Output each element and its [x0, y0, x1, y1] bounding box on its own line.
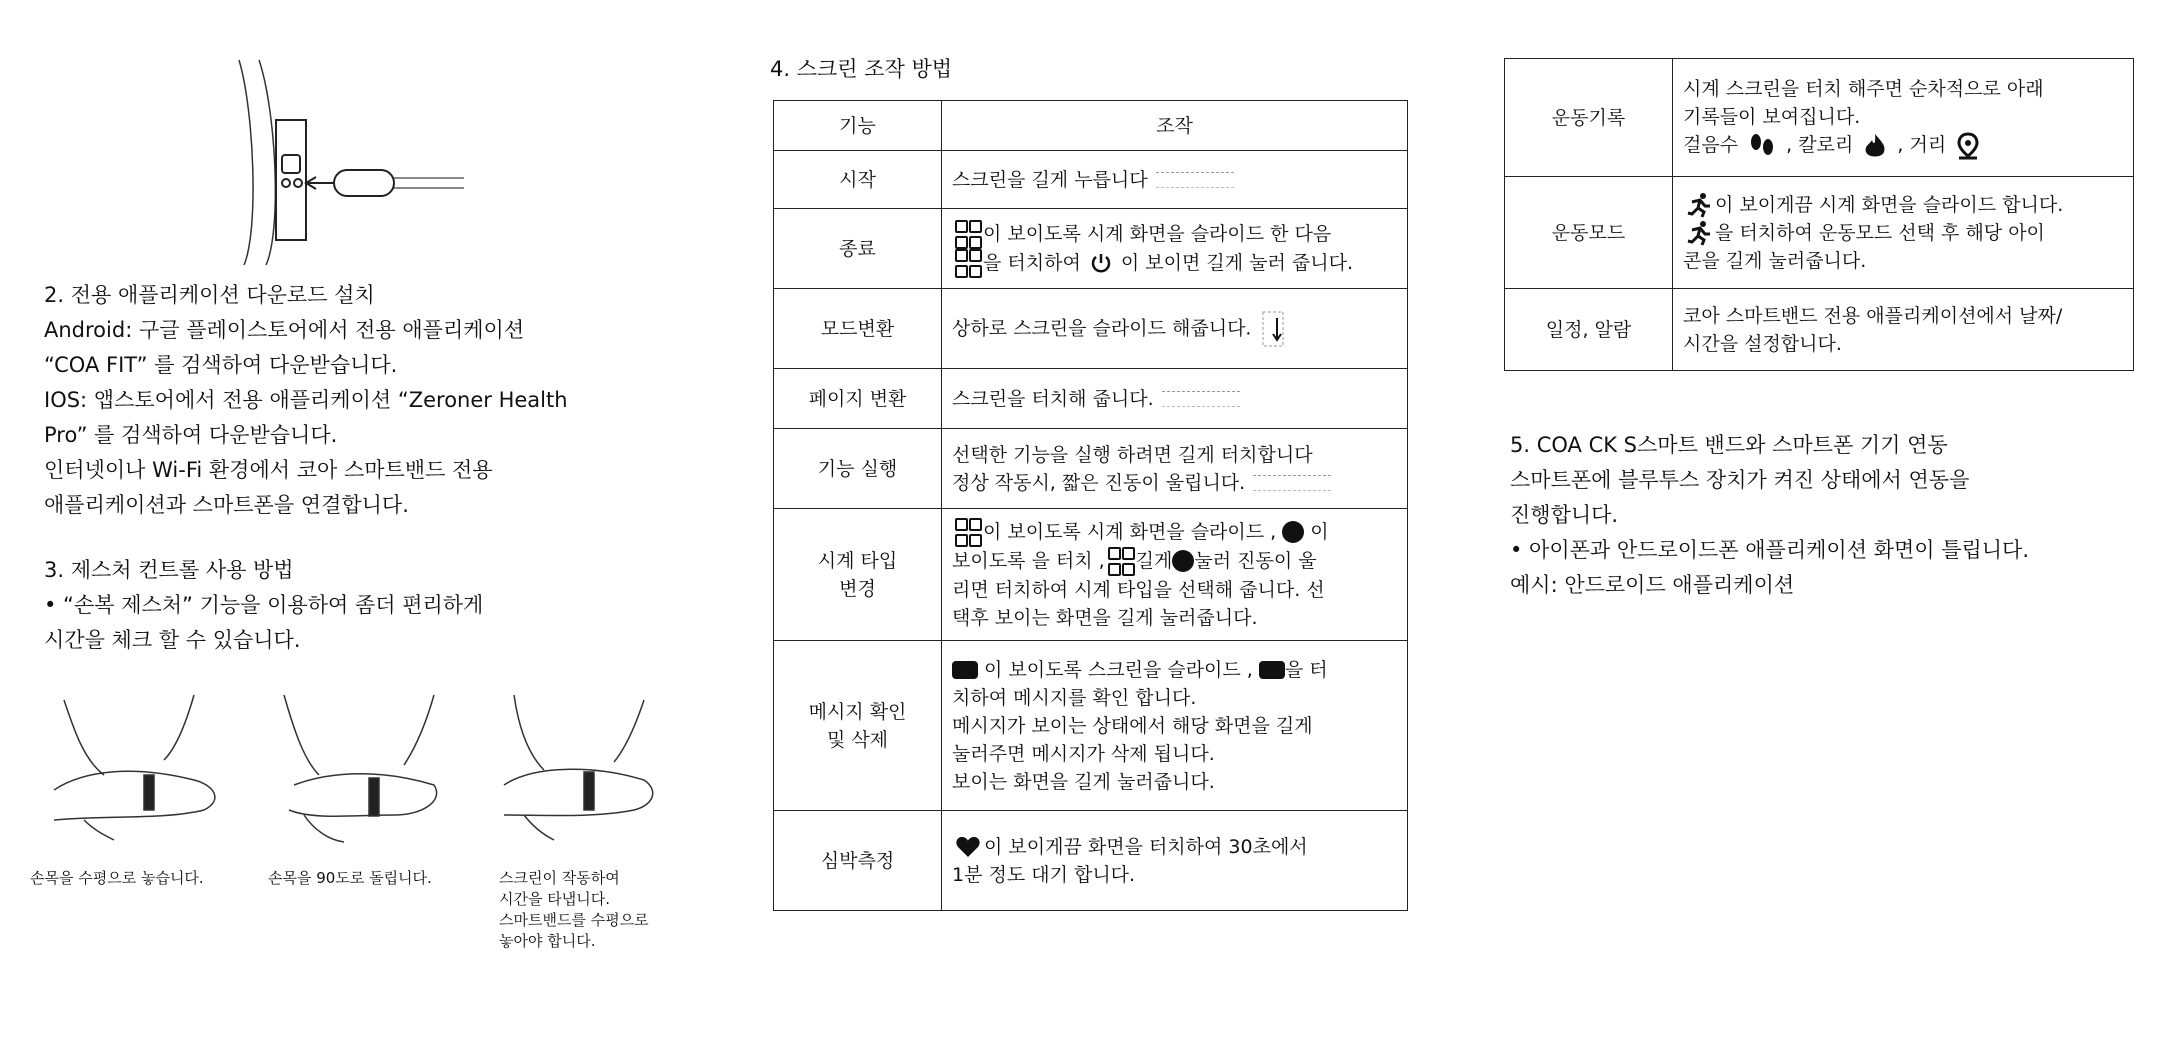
heart-icon — [955, 835, 981, 859]
footsteps-icon — [1747, 133, 1777, 159]
operation-text: 스크린을 터치해 줍니다. — [952, 387, 1154, 410]
section2-line: “COA FIT” 를 검색하여 다운받습니다. — [44, 353, 398, 377]
gesture-caption-1: 손목을 수평으로 놓습니다. — [30, 869, 204, 887]
section2-line: 애플리케이션과 스마트폰을 연결합니다. — [44, 493, 409, 517]
function-name: 종료 — [774, 209, 942, 289]
function-name: 기능 실행 — [774, 429, 942, 509]
gesture-caption-3: 시간을 타냅니다. — [499, 890, 610, 908]
screen-thumbnail-icon — [1162, 391, 1240, 407]
operation-text: , 칼로리 — [1786, 134, 1854, 157]
band-charger-illustration — [44, 50, 744, 280]
gesture-caption-2: 손목을 90도로 돌립니다. — [268, 869, 432, 887]
section3-title: 3. 제스처 컨트롤 사용 방법 — [44, 558, 294, 582]
grid-menu-icon — [955, 249, 980, 278]
operation-text: 1분 정도 대기 합니다. — [952, 863, 1136, 886]
operation-text: 시계 스크린을 터치 해주면 순차적으로 아래 — [1683, 78, 2044, 101]
function-name: 운동기록 — [1505, 59, 1673, 177]
table-header-row — [774, 101, 1408, 151]
gesture-caption-3: 스크린이 작동하여 — [499, 869, 620, 887]
operation-text: 을 터 — [1284, 658, 1328, 681]
operation-text: 을 터치하여 — [983, 251, 1081, 274]
operation-text: 시간을 설정합니다. — [1683, 332, 1842, 355]
screen-operation-table — [773, 100, 1408, 911]
screen-thumbnail-icon — [1253, 475, 1331, 491]
operation-text: 기록들이 보여집니다. — [1683, 106, 1861, 129]
gesture-flat-wrist — [54, 695, 215, 840]
operation-text: 걸음수 — [1683, 134, 1739, 157]
table-row — [774, 641, 1408, 811]
section2-line: IOS: 앱스토어에서 전용 애플리케이션 “Zeroner Health — [44, 388, 568, 412]
operation-text: 치하여 메시지를 확인 합니다. — [952, 686, 1197, 709]
section5-line: 스마트폰에 블루투스 장치가 켜진 상태에서 연동을 — [1510, 468, 1970, 492]
function-name: 일정, 알람 — [1505, 289, 1673, 371]
swipe-updown-icon — [1261, 310, 1285, 348]
section4-title: 4. 스크린 조작 방법 — [770, 57, 953, 81]
operation-text: 보이도록 을 터치 , — [952, 549, 1105, 572]
function-name: 및 삭제 — [826, 728, 889, 751]
gesture-illustrations — [44, 690, 744, 850]
section5-line: • 아이폰과 안드로이드폰 애플리케이션 화면이 틀립니다. — [1510, 538, 2030, 562]
grid-menu-icon — [1108, 547, 1133, 576]
function-name: 메시지 확인 — [808, 700, 907, 723]
function-name: 모드변환 — [774, 289, 942, 369]
function-name: 운동모드 — [1505, 177, 1673, 289]
table-row — [774, 369, 1408, 429]
gesture-caption-3: 놓아야 합니다. — [499, 932, 596, 950]
operation-text: 택후 보이는 화면을 길게 눌러줍니다. — [952, 606, 1258, 629]
operation-text: 이 보이면 길게 눌러 줍니다. — [1120, 251, 1353, 274]
operation-text: 이 보이게끔 시계 화면을 슬라이드 합니다. — [1715, 193, 2064, 216]
section5-title: 5. COA CK S스마트 밴드와 스마트폰 기기 연동 — [1510, 433, 1948, 457]
operation-text: 이 보이도록 시계 화면을 슬라이드 한 다음 — [983, 222, 1332, 245]
table-row — [1505, 177, 2134, 289]
table-row — [774, 509, 1408, 641]
table-row — [774, 811, 1408, 911]
gesture-screen-on — [504, 695, 653, 840]
operation-text: 스크린을 길게 누릅니다 — [952, 168, 1148, 191]
table-row — [774, 151, 1408, 209]
gesture-rotated-wrist — [284, 695, 437, 842]
operation-text: 콘을 길게 눌러줍니다. — [1683, 249, 1867, 272]
operation-text: 리면 터치하여 시계 타입을 선택해 줍니다. 선 — [952, 578, 1325, 601]
function-name: 시계 타입 — [817, 549, 898, 572]
operation-text: 을 터치하여 운동모드 선택 후 해당 아이 — [1715, 221, 2045, 244]
operation-text: 보이는 화면을 길게 눌러줍니다. — [952, 770, 1215, 793]
header-operation: 조작 — [942, 101, 1408, 151]
operation-text: 메시지가 보이는 상태에서 해당 화면을 길게 — [952, 714, 1313, 737]
section3-line: • “손복 제스처” 기능을 이용하여 좀더 편리하게 — [44, 593, 484, 617]
operation-text: 이 보이도록 시계 화면을 슬라이드 , — [983, 520, 1277, 543]
table-row — [1505, 289, 2134, 371]
section2-line: Android: 구글 플레이스토어에서 전용 애플리케이션 — [44, 318, 525, 342]
table-row — [774, 429, 1408, 509]
screen-thumbnail-icon — [1156, 172, 1234, 188]
grid-menu-icon — [955, 518, 980, 547]
running-icon — [1686, 192, 1712, 218]
flame-icon — [1862, 132, 1888, 160]
operation-text: 이 — [1310, 520, 1329, 543]
location-pin-icon — [1955, 132, 1981, 160]
table-row — [774, 209, 1408, 289]
operation-text: 상하로 스크린을 슬라이드 해줍니다. — [952, 317, 1252, 339]
operation-text: 정상 작동시, 짧은 진동이 울립니다. — [952, 471, 1246, 494]
operation-text: 코아 스마트밴드 전용 애플리케이션에서 날짜/ — [1683, 304, 2063, 327]
message-icon — [1259, 661, 1285, 679]
message-icon — [952, 661, 978, 679]
section2-line: 인터넷이나 Wi-Fi 환경에서 코아 스마트밴드 전용 — [44, 458, 493, 482]
operation-text: 눌러 진동이 울 — [1194, 549, 1317, 572]
exercise-table — [1504, 58, 2134, 371]
function-name: 시작 — [774, 151, 942, 209]
section2-title: 2. 전용 애플리케이션 다운로드 설치 — [44, 283, 375, 307]
function-name: 심박측정 — [774, 811, 942, 911]
power-icon — [1090, 252, 1112, 274]
watchface-icon — [1172, 550, 1194, 572]
operation-text: 이 보이게끔 화면을 터치하여 30초에서 — [984, 835, 1308, 858]
operation-text: 선택한 기능을 실행 하려면 길게 터치합니다 — [952, 443, 1313, 466]
gesture-caption-3: 스마트밴드를 수평으로 — [499, 911, 649, 929]
function-name: 변경 — [839, 577, 876, 600]
running-icon — [1686, 220, 1712, 246]
operation-text: 이 보이도록 스크린을 슬라이드 , — [984, 658, 1253, 681]
grid-menu-icon — [955, 220, 980, 249]
header-function: 기능 — [774, 101, 942, 151]
section3-line: 시간을 체크 할 수 있습니다. — [44, 628, 301, 652]
section5-line: 진행합니다. — [1510, 503, 1619, 527]
operation-text: 눌러주면 메시지가 삭제 됩니다. — [952, 742, 1215, 765]
function-name: 페이지 변환 — [774, 369, 942, 429]
operation-text: , 거리 — [1897, 134, 1947, 157]
section5-line: 예시: 안드로이드 애플리케이션 — [1510, 573, 1795, 597]
table-row — [1505, 59, 2134, 177]
operation-text: 길게 — [1135, 549, 1173, 572]
section2-line: Pro” 를 검색하여 다운받습니다. — [44, 423, 338, 447]
watchface-icon — [1282, 521, 1304, 543]
table-row — [774, 289, 1408, 369]
